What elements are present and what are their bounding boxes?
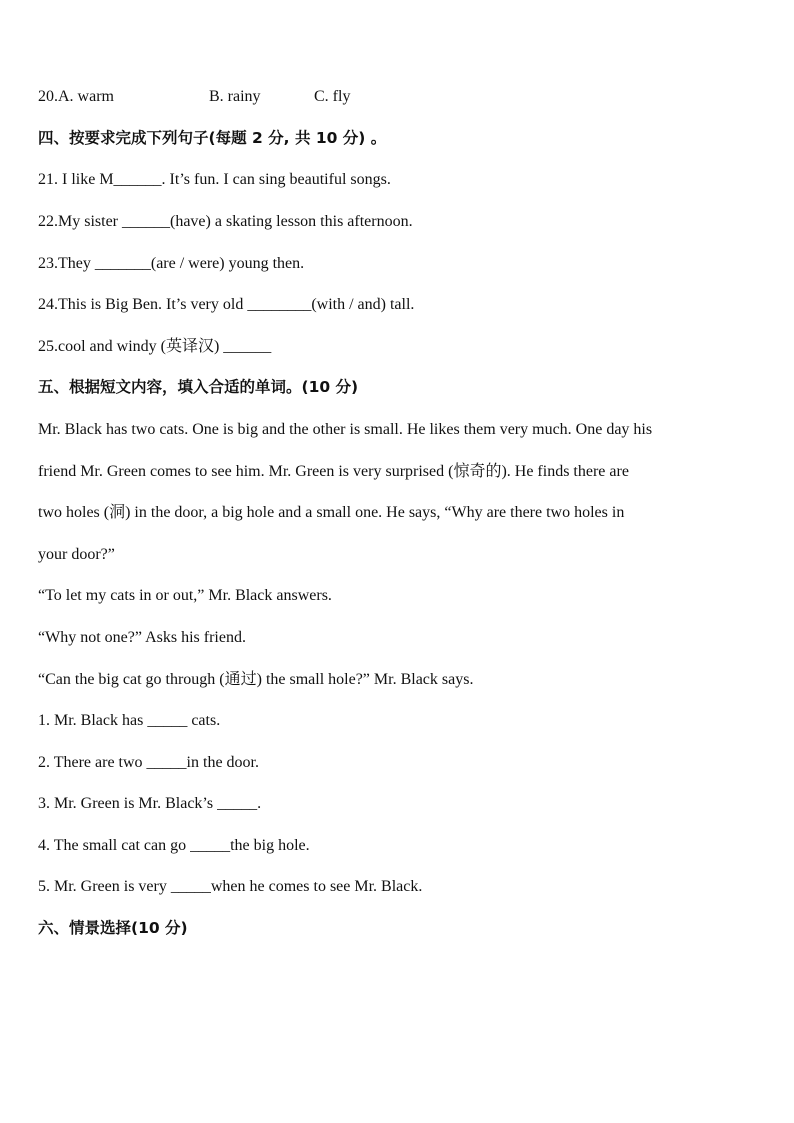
question-20-option-a: A. warm — [58, 88, 114, 105]
passage-line: “Can the big cat go through (通过) the small hole?” Mr. Black says. — [38, 671, 474, 688]
comprehension-question-2: 2. There are two _____in the door. — [38, 754, 259, 771]
comprehension-question-5: 5. Mr. Green is very _____when he comes to see Mr. Black. — [38, 878, 423, 895]
question-20-option-b: B. rainy — [209, 88, 261, 105]
question-23: 23.They _______(are / were) young then. — [38, 255, 305, 272]
comprehension-question-4: 4. The small cat can go _____the big hole. — [38, 837, 310, 854]
passage-line: two holes (洞) in the door, a big hole and a small one. He says, “Why are there two holes in — [38, 504, 625, 521]
section-4-heading: 四、按要求完成下列句子(每题 2 分, 共 10 分) 。 — [38, 129, 387, 147]
comprehension-question-1: 1. Mr. Black has _____ cats. — [38, 712, 221, 729]
question-20 — [38, 87, 351, 107]
question-20-option-c: C. fly — [314, 88, 351, 105]
question-21: 21. I like M______. It’s fun. I can sing beautiful songs. — [38, 171, 391, 188]
question-24: 24.This is Big Ben. It’s very old ________(with / and) tall. — [38, 296, 415, 313]
passage-line: Mr. Black has two cats. One is big and the other is small. He likes them very much. One day his — [38, 421, 653, 438]
section-6-heading: 六、情景选择(10 分) — [38, 919, 188, 937]
question-22: 22.My sister ______(have) a skating lesson this afternoon. — [38, 213, 413, 230]
passage-line: your door?” — [38, 546, 115, 563]
comprehension-question-3: 3. Mr. Green is Mr. Black’s _____. — [38, 795, 262, 812]
passage-line: friend Mr. Green comes to see him. Mr. Green is very surprised (惊奇的). He finds there are — [38, 463, 629, 480]
question-25: 25.cool and windy (英译汉) ______ — [38, 338, 272, 355]
passage-line: “To let my cats in or out,” Mr. Black answers. — [38, 587, 332, 604]
section-5-heading: 五、根据短文内容，填入合适的单词。(10 分) — [38, 378, 359, 396]
passage-line: “Why not one?” Asks his friend. — [38, 629, 246, 646]
question-20-number: 20. — [38, 88, 58, 105]
